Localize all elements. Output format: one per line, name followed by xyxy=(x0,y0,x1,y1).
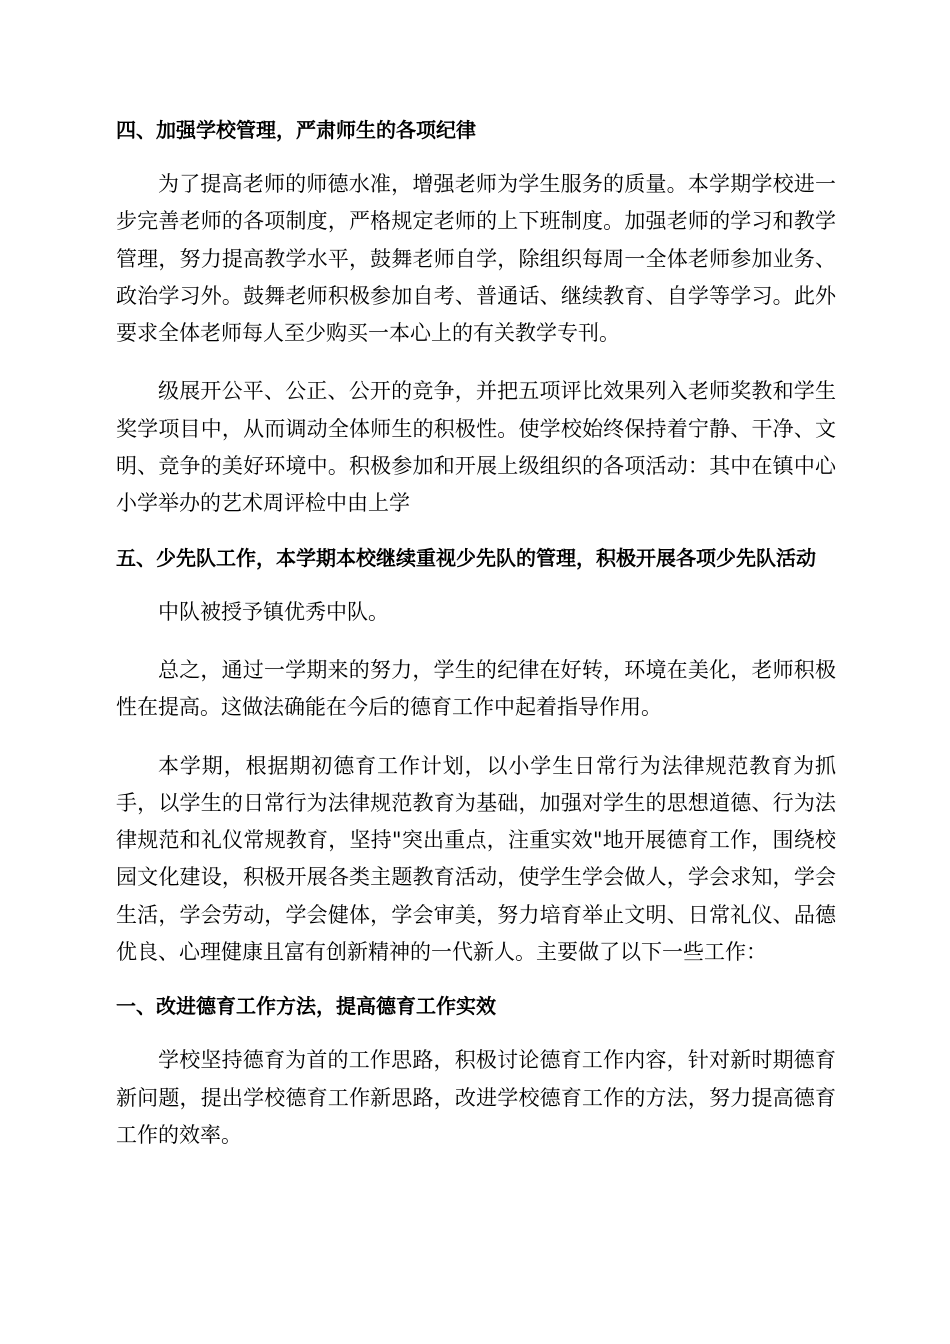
paragraph-award: 中队被授予镇优秀中队。 xyxy=(158,599,389,624)
paragraph-moral-education-priority: 学校坚持德育为首的工作思路，积极讨论德育工作内容，针对新时期德育新问题，提出学校德育工作新思路，改进学校德育工作的方法，努力提高德育工作的效率。 xyxy=(116,1048,836,1147)
paragraph-teacher-management: 为了提高老师的师德水准，增强老师为学生服务的质量。本学期学校进一步完善老师的各项制度，严格规定老师的上下班制度。加强老师的学习和教学管理，努力提高教学水平，鼓舞老师自学，除组织每周一全体老师参加业务、政治学习外。鼓舞老师积极参加自考、普通话、继续教育、自学等学习。此外要求全体老师每人至少购买一本心上的有关教学专刊。 xyxy=(116,172,836,346)
section-heading-young-pioneers: 五、少先队工作，本学期本校继续重视少先队的管理，积极开展各项少先队活动 xyxy=(116,545,816,570)
paragraph-semester-plan: 本学期，根据期初德育工作计划，以小学生日常行为法律规范教育为抓手，以学生的日常行为法律规范教育为基础，加强对学生的思想道德、行为法律规范和礼仪常规教育，坚持"突出重点，注重实效"地开展德育工作，围绕校园文化建设，积极开展各类主题教育活动，使学生学会做人，学会求知，学会生活，学会劳动，学会健体，学会审美，努力培育举止文明、日常礼仪、品德优良、心理健康且富有创新精神的一代新人。主要做了以下一些工作： xyxy=(116,753,836,965)
section-heading-moral-education-methods: 一、改进德育工作方法，提高德育工作实效 xyxy=(116,994,496,1019)
paragraph-competition: 级展开公平、公正、公开的竞争，并把五项评比效果列入老师奖教和学生奖学项目中，从而调动全体师生的积极性。使学校始终保持着宁静、干净、文明、竞争的美好环境中。积极参加和开展上级组织的各项活动：其中在镇中心小学举办的艺术周评检中由上学 xyxy=(116,379,836,516)
paragraph-summary: 总之，通过一学期来的努力，学生的纪律在好转，环境在美化，老师积极性在提高。这做法确能在今后的德育工作中起着指导作用。 xyxy=(116,657,836,720)
section-heading-discipline: 四、加强学校管理，严肃师生的各项纪律 xyxy=(116,118,476,142)
document-body xyxy=(116,112,836,1154)
